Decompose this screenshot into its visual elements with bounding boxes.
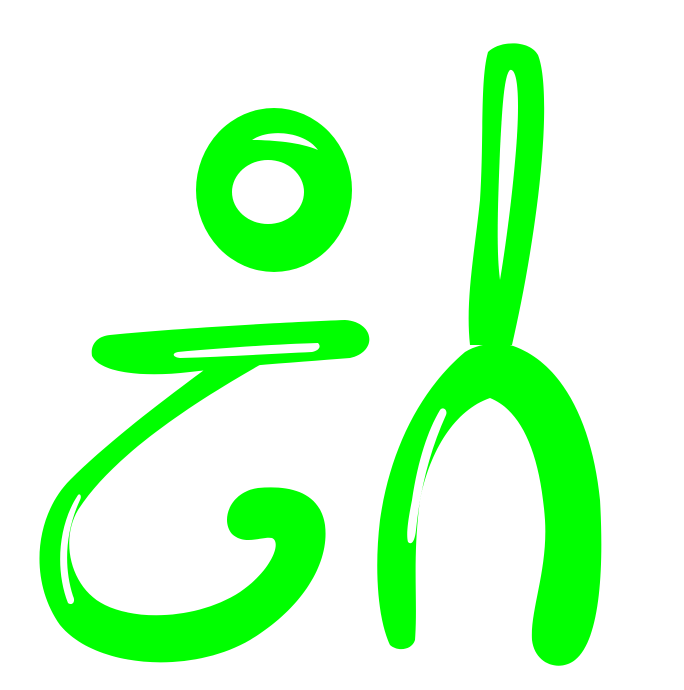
left-glyph bbox=[39, 108, 369, 662]
hook-curl bbox=[39, 362, 325, 662]
arch bbox=[377, 344, 601, 666]
ring-hole bbox=[232, 160, 304, 224]
right-glyph bbox=[377, 43, 601, 665]
